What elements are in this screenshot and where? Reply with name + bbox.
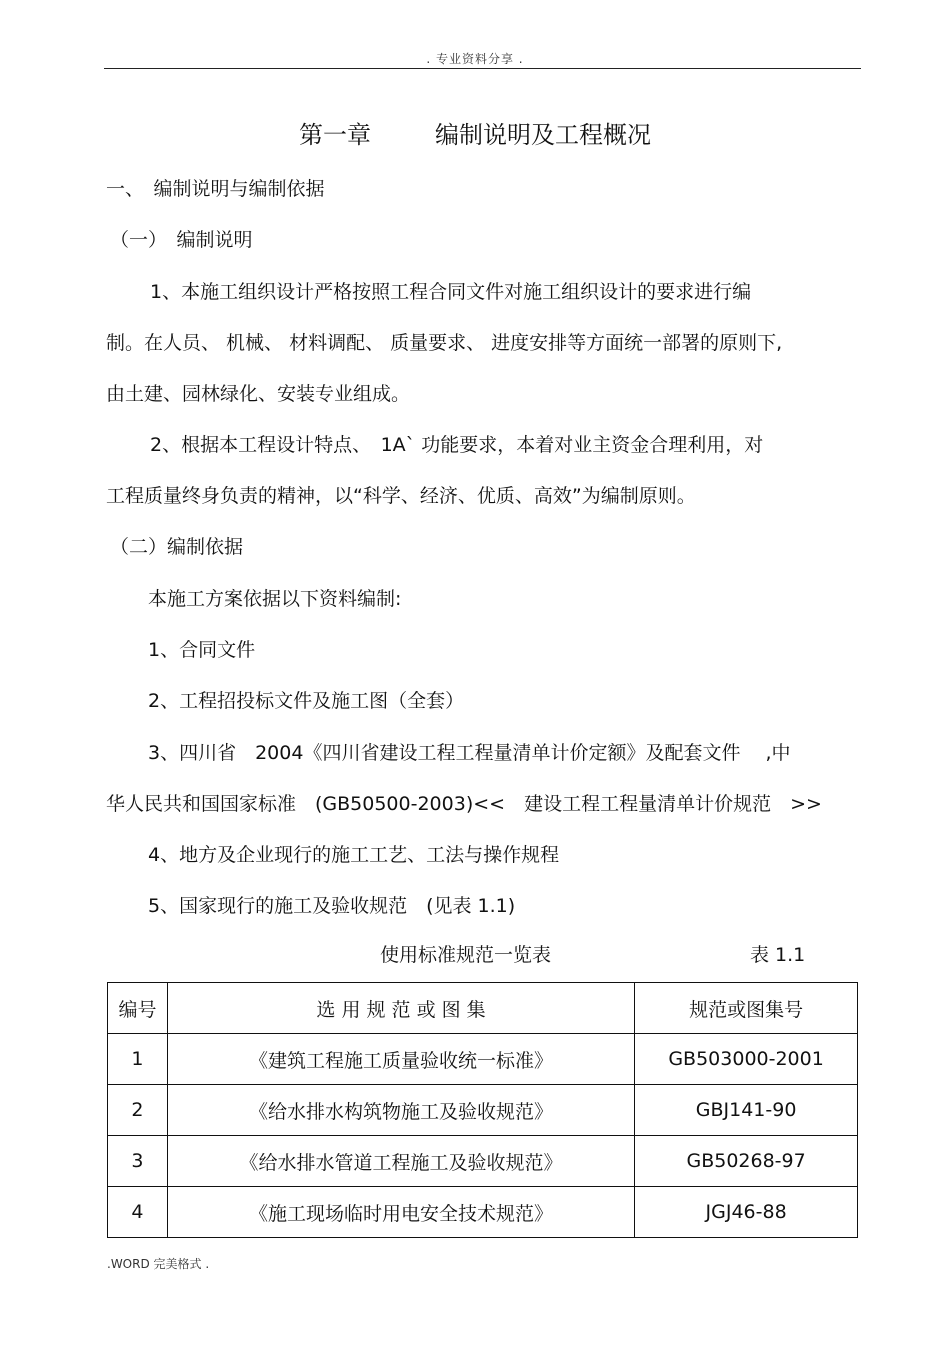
table-caption: 使用标准规范一览表 [380, 944, 552, 966]
para1-line1: 1、本施工组织设计严格按照工程合同文件对施工组织设计的要求进行编 [150, 281, 752, 303]
chapter-title [0, 115, 950, 150]
basis-item-3-line2: 华人民共和国国家标准 (GB50500-2003)<< 建设工程工程量清单计价规范 >> [106, 793, 822, 815]
cell-number: 2 [108, 1085, 168, 1136]
para1-line3: 由土建、园林绿化、安装专业组成。 [106, 383, 411, 405]
cell-number: 3 [108, 1136, 168, 1187]
cell-code: JGJ46-88 [635, 1187, 858, 1238]
header-cell-standard: 选 用 规 范 或 图 集 [167, 983, 634, 1034]
page-footer: .WORD 完美格式 . [107, 1257, 210, 1271]
table-row [108, 1034, 858, 1085]
basis-item-1: 1、合同文件 [148, 639, 256, 661]
basis-item-2: 2、工程招投标文件及施工图（全套） [148, 690, 465, 712]
cell-number: 4 [108, 1187, 168, 1238]
subsection-heading-1: （一） 编制说明 [110, 229, 253, 251]
cell-code: GB503000-2001 [635, 1034, 858, 1085]
header-divider [104, 68, 861, 69]
basis-intro: 本施工方案依据以下资料编制: [148, 588, 402, 610]
cell-standard: 《给水排水构筑物施工及验收规范》 [167, 1085, 634, 1136]
basis-item-4: 4、地方及企业现行的施工工艺、工法与操作规程 [148, 844, 560, 866]
subsection-heading-2: （二）编制依据 [110, 536, 244, 558]
basis-item-5: 5、国家现行的施工及验收规范 (见表 1.1) [148, 895, 516, 917]
table-header-row [108, 983, 858, 1034]
cell-code: GB50268-97 [635, 1136, 858, 1187]
table-row [108, 1187, 858, 1238]
cell-number: 1 [108, 1034, 168, 1085]
cell-standard: 《建筑工程施工质量验收统一标准》 [167, 1034, 634, 1085]
para2-line1: 2、根据本工程设计特点、 1A` 功能要求，本着对业主资金合理利用，对 [150, 434, 764, 456]
section-heading: 一、 编制说明与编制依据 [106, 178, 325, 200]
table-row [108, 1136, 858, 1187]
page-header: . 专业资料分享 . [426, 52, 524, 66]
standards-table [107, 982, 858, 1238]
chapter-name: 编制说明及工程概况 [435, 121, 651, 149]
basis-item-3-line1: 3、四川省 2004《四川省建设工程工程量清单计价定额》及配套文件 ,中 [148, 742, 791, 764]
para2-line2: 工程质量终身负责的精神，以“科学、经济、优质、高效”为编制原则。 [106, 485, 696, 507]
header-cell-code: 规范或图集号 [635, 983, 858, 1034]
table-number: 表 1.1 [750, 944, 806, 966]
cell-standard: 《给水排水管道工程施工及验收规范》 [167, 1136, 634, 1187]
chapter-number: 第一章 [299, 121, 371, 149]
cell-standard: 《施工现场临时用电安全技术规范》 [167, 1187, 634, 1238]
para1-line2: 制。在人员、 机械、 材料调配、 质量要求、 进度安排等方面统一部署的原则下, [106, 332, 783, 354]
table-row [108, 1085, 858, 1136]
header-cell-number: 编号 [108, 983, 168, 1034]
cell-code: GBJ141-90 [635, 1085, 858, 1136]
